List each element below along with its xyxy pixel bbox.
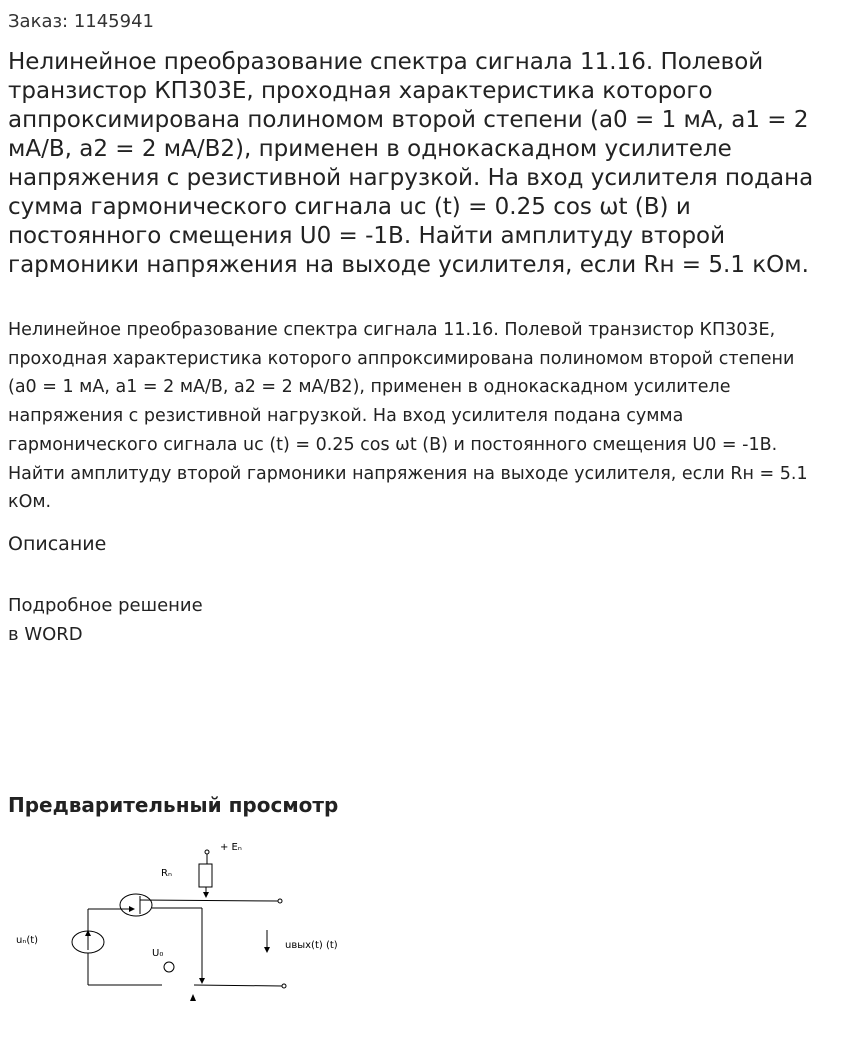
ground-arrow-icon	[190, 994, 196, 1001]
order-number: Заказ: 1145941	[8, 11, 154, 32]
problem-description: Нелинейное преобразование спектра сигнала 11.16. Полевой транзистор КП303Е, проходная характеристика которого аппроксимирована полиномом второй степени (а0 = 1 мА, а1 = 2 мА/В, а2 = 2 мА/В2), применен в однокаскадном усилителе напряжения с резистивной нагрузкой. На вход усилителя подана сумма гармонического сигнала uc (t) = 0.25 cos ωt (В) и постоянного смещения U0 = -1В. Найти амплитуду второй гармоники напряжения на выходе усилителя, если Rн = 5.1 кОм.	[8, 320, 808, 513]
input-label: uₙ(t)	[16, 935, 39, 946]
description-line-format: в WORD	[8, 624, 83, 645]
page-title: Нелинейное преобразование спектра сигнала 11.16. Полевой транзистор КП303Е, проходная характеристика которого аппроксимирована полиномом второй степени (а0 = 1 мА, а1 = 2 мА/В, а2 = 2 мА/В2), применен в однокаскадном усилителе напряжения с резистивной нагрузкой. На вход усилителя подана сумма гармонического сигнала uc (t) = 0.25 cos ωt (В) и постоянного смещения U0 = -1В. Найти амплитуду второй гармоники напряжения на выходе усилителя, если Rн = 5.1 кОм.	[8, 49, 814, 278]
description-label: Описание	[8, 533, 107, 555]
output-terminal-bottom	[282, 984, 286, 988]
bias-label: U₀	[152, 948, 164, 959]
transistor-symbol	[120, 894, 152, 916]
drain-wire	[140, 900, 278, 901]
source-arrow-icon	[199, 978, 205, 984]
load-resistor	[199, 864, 212, 887]
supply-terminal	[205, 850, 209, 854]
output-terminal-top	[278, 899, 282, 903]
resistor-label: Rₙ	[161, 868, 172, 879]
current-arrow-icon	[203, 892, 209, 898]
bias-source	[164, 962, 174, 972]
circuit-schematic-preview	[0, 830, 360, 1010]
output-voltage-arrow-icon	[264, 947, 270, 953]
ground-wire-right	[194, 985, 282, 986]
preview-heading: Предварительный просмотр	[8, 793, 339, 817]
output-label: uвых(t) (t)	[285, 940, 338, 951]
supply-label: + Eₙ	[220, 842, 242, 853]
description-line-solution: Подробное решение	[8, 595, 203, 616]
